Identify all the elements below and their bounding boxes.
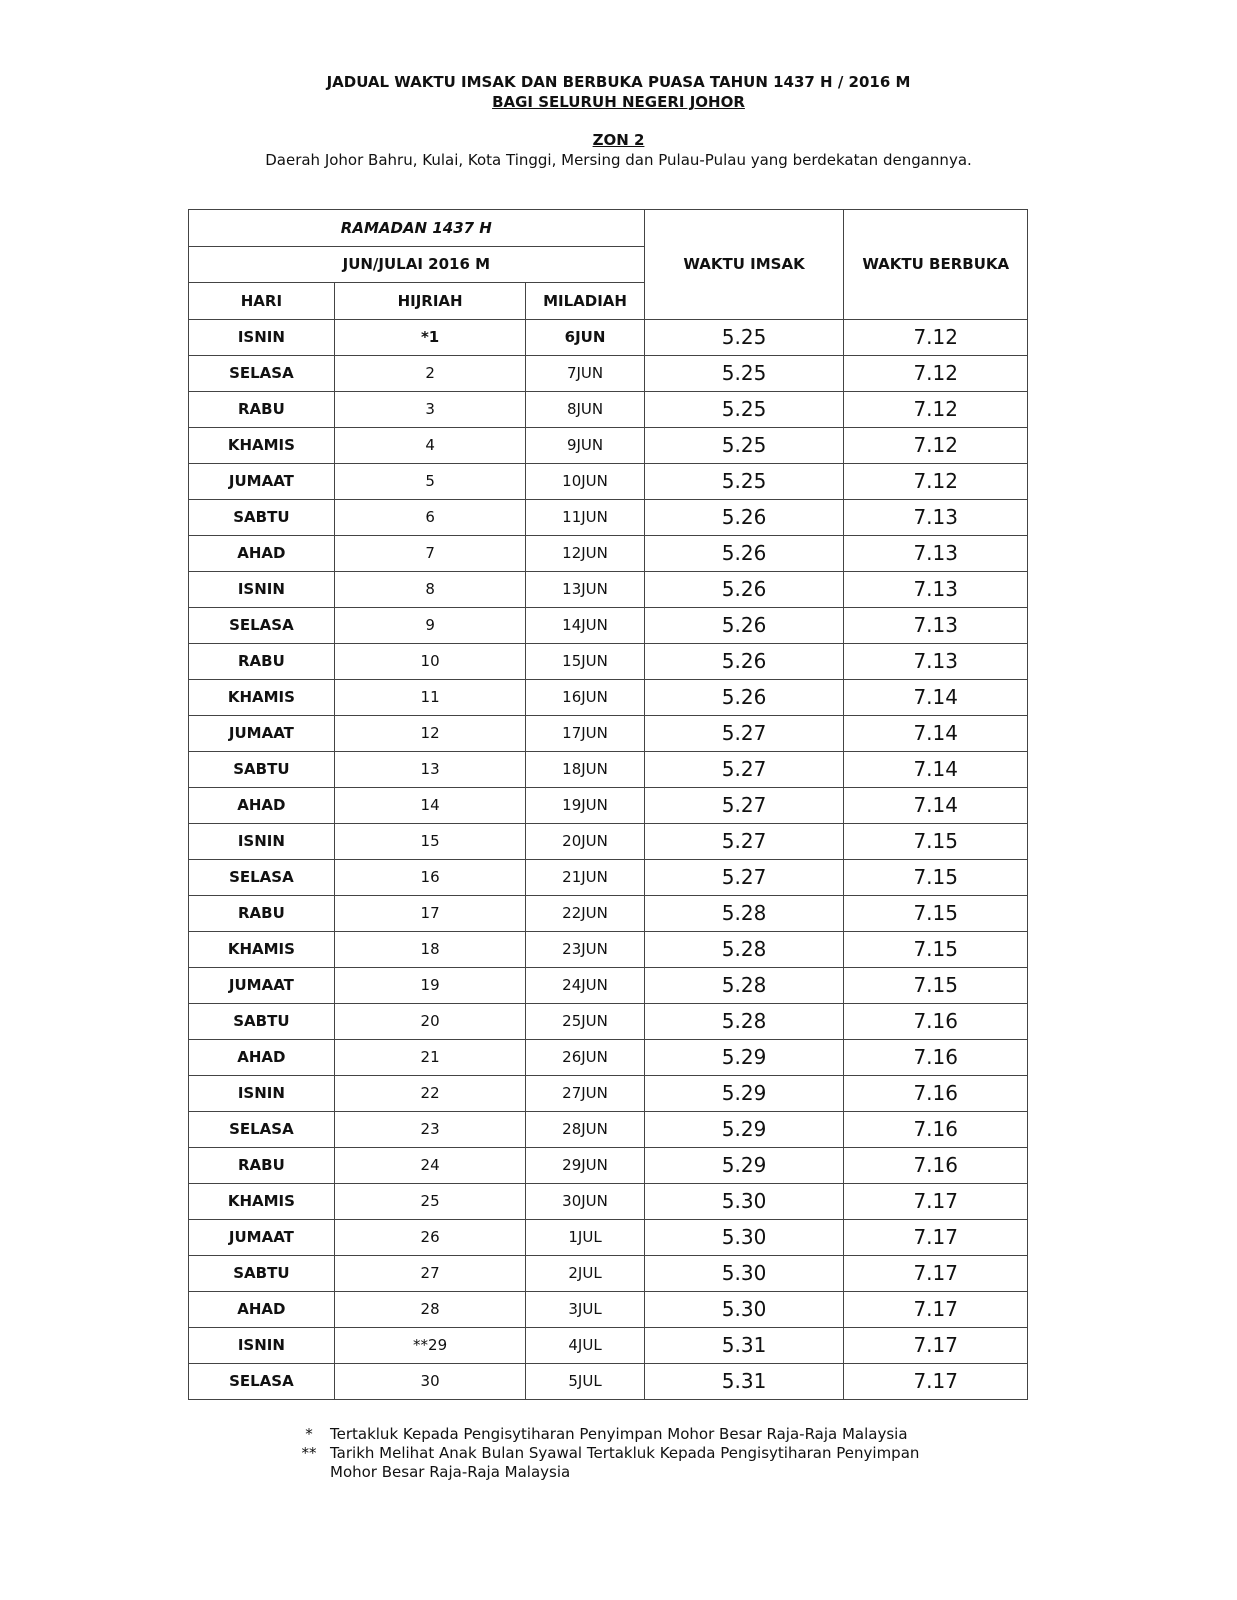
table-row (189, 535, 1028, 571)
day-cell: RABU (189, 391, 335, 427)
miladiah-cell: 19JUN (526, 787, 644, 823)
miladiah-cell: 11JUN (526, 499, 644, 535)
imsak-time-cell: 5.30 (644, 1219, 844, 1255)
day-cell: SELASA (189, 1111, 335, 1147)
hijriah-cell: 21 (334, 1039, 526, 1075)
table-row (189, 571, 1028, 607)
zone-label: ZON 2 (592, 131, 645, 149)
table-row (189, 1327, 1028, 1363)
table-row (189, 1183, 1028, 1219)
hijriah-cell: 26 (334, 1219, 526, 1255)
miladiah-cell: 3JUL (526, 1291, 644, 1327)
header-ramadan: RAMADAN 1437 H (189, 210, 645, 247)
hijriah-cell: 3 (334, 391, 526, 427)
miladiah-cell: 18JUN (526, 751, 644, 787)
berbuka-time-cell: 7.15 (844, 967, 1028, 1003)
imsak-time-cell: 5.25 (644, 463, 844, 499)
hijriah-cell: 7 (334, 535, 526, 571)
berbuka-time-cell: 7.16 (844, 1147, 1028, 1183)
hijriah-cell: **29 (334, 1327, 526, 1363)
day-cell: ISNIN (189, 823, 335, 859)
footnote-mark: ** (301, 1444, 317, 1462)
day-cell: JUMAAT (189, 1219, 335, 1255)
berbuka-time-cell: 7.16 (844, 1075, 1028, 1111)
imsak-time-cell: 5.30 (644, 1291, 844, 1327)
imsak-time-cell: 5.26 (644, 679, 844, 715)
day-cell: RABU (189, 1147, 335, 1183)
miladiah-cell: 7JUN (526, 355, 644, 391)
table-row (189, 499, 1028, 535)
hijriah-cell: 23 (334, 1111, 526, 1147)
imsak-time-cell: 5.25 (644, 427, 844, 463)
miladiah-cell: 15JUN (526, 643, 644, 679)
day-cell: SELASA (189, 859, 335, 895)
berbuka-time-cell: 7.16 (844, 1111, 1028, 1147)
imsak-time-cell: 5.27 (644, 715, 844, 751)
day-cell: ISNIN (189, 1327, 335, 1363)
table-row (189, 463, 1028, 499)
table-row (189, 643, 1028, 679)
day-cell: JUMAAT (189, 967, 335, 1003)
hijriah-cell: 28 (334, 1291, 526, 1327)
hijriah-cell: 9 (334, 607, 526, 643)
imsak-time-cell: 5.26 (644, 571, 844, 607)
hijriah-cell: *1 (334, 319, 526, 355)
header-hari: HARI (189, 283, 335, 320)
imsak-time-cell: 5.30 (644, 1255, 844, 1291)
day-cell: JUMAAT (189, 463, 335, 499)
hijriah-cell: 10 (334, 643, 526, 679)
imsak-time-cell: 5.29 (644, 1111, 844, 1147)
document-subtitle: BAGI SELURUH NEGERI JOHOR (492, 93, 745, 111)
footnote-text: Tertakluk Kepada Pengisytiharan Penyimpan Mohor Besar Raja-Raja Malaysia (330, 1425, 908, 1443)
berbuka-time-cell: 7.12 (844, 463, 1028, 499)
berbuka-time-cell: 7.16 (844, 1039, 1028, 1075)
header-hijriah: HIJRIAH (334, 283, 526, 320)
miladiah-cell: 28JUN (526, 1111, 644, 1147)
document-header (0, 72, 1237, 170)
day-cell: KHAMIS (189, 1183, 335, 1219)
table-row (189, 967, 1028, 1003)
hijriah-cell: 16 (334, 859, 526, 895)
berbuka-time-cell: 7.12 (844, 319, 1028, 355)
table-row (189, 1255, 1028, 1291)
miladiah-cell: 26JUN (526, 1039, 644, 1075)
miladiah-cell: 4JUL (526, 1327, 644, 1363)
day-cell: AHAD (189, 787, 335, 823)
imsak-time-cell: 5.30 (644, 1183, 844, 1219)
table-row (189, 427, 1028, 463)
hijriah-cell: 30 (334, 1363, 526, 1399)
table-row (189, 1291, 1028, 1327)
header-waktu-berbuka: WAKTU BERBUKA (844, 210, 1028, 320)
day-cell: RABU (189, 895, 335, 931)
berbuka-time-cell: 7.13 (844, 499, 1028, 535)
miladiah-cell: 25JUN (526, 1003, 644, 1039)
hijriah-cell: 25 (334, 1183, 526, 1219)
berbuka-time-cell: 7.13 (844, 571, 1028, 607)
hijriah-cell: 17 (334, 895, 526, 931)
imsak-time-cell: 5.29 (644, 1075, 844, 1111)
miladiah-cell: 21JUN (526, 859, 644, 895)
day-cell: KHAMIS (189, 931, 335, 967)
berbuka-time-cell: 7.17 (844, 1363, 1028, 1399)
imsak-time-cell: 5.26 (644, 643, 844, 679)
berbuka-time-cell: 7.12 (844, 391, 1028, 427)
table-row (189, 607, 1028, 643)
day-cell: SELASA (189, 607, 335, 643)
miladiah-cell: 29JUN (526, 1147, 644, 1183)
berbuka-time-cell: 7.14 (844, 751, 1028, 787)
header-month: JUN/JULAI 2016 M (189, 246, 645, 283)
table-row (189, 895, 1028, 931)
berbuka-time-cell: 7.14 (844, 787, 1028, 823)
berbuka-time-cell: 7.17 (844, 1183, 1028, 1219)
miladiah-cell: 12JUN (526, 535, 644, 571)
imsak-time-cell: 5.26 (644, 607, 844, 643)
berbuka-time-cell: 7.16 (844, 1003, 1028, 1039)
miladiah-cell: 23JUN (526, 931, 644, 967)
imsak-time-cell: 5.26 (644, 499, 844, 535)
hijriah-cell: 19 (334, 967, 526, 1003)
hijriah-cell: 5 (334, 463, 526, 499)
table-row (189, 1039, 1028, 1075)
berbuka-time-cell: 7.17 (844, 1327, 1028, 1363)
day-cell: AHAD (189, 535, 335, 571)
day-cell: ISNIN (189, 1075, 335, 1111)
imsak-time-cell: 5.25 (644, 355, 844, 391)
table-row (189, 391, 1028, 427)
table-row (189, 1363, 1028, 1399)
miladiah-cell: 17JUN (526, 715, 644, 751)
berbuka-time-cell: 7.13 (844, 535, 1028, 571)
miladiah-cell: 30JUN (526, 1183, 644, 1219)
hijriah-cell: 15 (334, 823, 526, 859)
miladiah-cell: 14JUN (526, 607, 644, 643)
berbuka-time-cell: 7.15 (844, 895, 1028, 931)
day-cell: KHAMIS (189, 427, 335, 463)
miladiah-cell: 27JUN (526, 1075, 644, 1111)
table-row (189, 715, 1028, 751)
table-row (189, 823, 1028, 859)
header-miladiah: MILADIAH (526, 283, 644, 320)
table-row (189, 1003, 1028, 1039)
districts-text: Daerah Johor Bahru, Kulai, Kota Tinggi, Mersing dan Pulau-Pulau yang berdekatan dengannya. (265, 151, 972, 169)
day-cell: SABTU (189, 751, 335, 787)
schedule-body (189, 319, 1028, 1399)
miladiah-cell: 2JUL (526, 1255, 644, 1291)
berbuka-time-cell: 7.15 (844, 931, 1028, 967)
document-title: JADUAL WAKTU IMSAK DAN BERBUKA PUASA TAHUN 1437 H / 2016 M (326, 73, 911, 91)
berbuka-time-cell: 7.12 (844, 355, 1028, 391)
hijriah-cell: 24 (334, 1147, 526, 1183)
table-row (189, 319, 1028, 355)
day-cell: JUMAAT (189, 715, 335, 751)
miladiah-cell: 1JUL (526, 1219, 644, 1255)
table-row (189, 787, 1028, 823)
table-row (189, 679, 1028, 715)
berbuka-time-cell: 7.14 (844, 679, 1028, 715)
miladiah-cell: 22JUN (526, 895, 644, 931)
day-cell: SABTU (189, 1003, 335, 1039)
table-row (189, 355, 1028, 391)
imsak-time-cell: 5.27 (644, 787, 844, 823)
day-cell: SABTU (189, 1255, 335, 1291)
schedule-table (188, 209, 1028, 1400)
miladiah-cell: 5JUL (526, 1363, 644, 1399)
miladiah-cell: 10JUN (526, 463, 644, 499)
miladiah-cell: 8JUN (526, 391, 644, 427)
imsak-time-cell: 5.29 (644, 1039, 844, 1075)
hijriah-cell: 13 (334, 751, 526, 787)
hijriah-cell: 4 (334, 427, 526, 463)
berbuka-time-cell: 7.13 (844, 607, 1028, 643)
miladiah-cell: 6JUN (526, 319, 644, 355)
hijriah-cell: 27 (334, 1255, 526, 1291)
imsak-time-cell: 5.25 (644, 319, 844, 355)
hijriah-cell: 22 (334, 1075, 526, 1111)
miladiah-cell: 9JUN (526, 427, 644, 463)
day-cell: SELASA (189, 355, 335, 391)
hijriah-cell: 8 (334, 571, 526, 607)
table-row (189, 1075, 1028, 1111)
hijriah-cell: 20 (334, 1003, 526, 1039)
hijriah-cell: 14 (334, 787, 526, 823)
berbuka-time-cell: 7.12 (844, 427, 1028, 463)
miladiah-cell: 16JUN (526, 679, 644, 715)
imsak-time-cell: 5.27 (644, 859, 844, 895)
day-cell: RABU (189, 643, 335, 679)
hijriah-cell: 2 (334, 355, 526, 391)
day-cell: AHAD (189, 1291, 335, 1327)
imsak-time-cell: 5.31 (644, 1327, 844, 1363)
imsak-time-cell: 5.28 (644, 931, 844, 967)
footnote (288, 1444, 970, 1482)
header-waktu-imsak: WAKTU IMSAK (644, 210, 844, 320)
footnotes (288, 1425, 970, 1482)
table-row (189, 931, 1028, 967)
berbuka-time-cell: 7.14 (844, 715, 1028, 751)
table-row (189, 1219, 1028, 1255)
table-row (189, 859, 1028, 895)
miladiah-cell: 20JUN (526, 823, 644, 859)
table-row (189, 751, 1028, 787)
imsak-time-cell: 5.28 (644, 1003, 844, 1039)
day-cell: SELASA (189, 1363, 335, 1399)
berbuka-time-cell: 7.13 (844, 643, 1028, 679)
miladiah-cell: 13JUN (526, 571, 644, 607)
imsak-time-cell: 5.27 (644, 823, 844, 859)
miladiah-cell: 24JUN (526, 967, 644, 1003)
hijriah-cell: 18 (334, 931, 526, 967)
hijriah-cell: 12 (334, 715, 526, 751)
day-cell: ISNIN (189, 571, 335, 607)
footnote-text: Tarikh Melihat Anak Bulan Syawal Tertakluk Kepada Pengisytiharan Penyimpan Mohor Besar Raja-Raja Malaysia (330, 1444, 920, 1481)
table-row (189, 1111, 1028, 1147)
footnote-mark: * (305, 1425, 313, 1443)
berbuka-time-cell: 7.15 (844, 823, 1028, 859)
day-cell: SABTU (189, 499, 335, 535)
berbuka-time-cell: 7.17 (844, 1219, 1028, 1255)
imsak-time-cell: 5.27 (644, 751, 844, 787)
imsak-time-cell: 5.25 (644, 391, 844, 427)
day-cell: AHAD (189, 1039, 335, 1075)
imsak-time-cell: 5.28 (644, 895, 844, 931)
hijriah-cell: 6 (334, 499, 526, 535)
imsak-time-cell: 5.28 (644, 967, 844, 1003)
hijriah-cell: 11 (334, 679, 526, 715)
imsak-time-cell: 5.26 (644, 535, 844, 571)
footnote (288, 1425, 970, 1444)
day-cell: KHAMIS (189, 679, 335, 715)
berbuka-time-cell: 7.17 (844, 1255, 1028, 1291)
berbuka-time-cell: 7.15 (844, 859, 1028, 895)
day-cell: ISNIN (189, 319, 335, 355)
berbuka-time-cell: 7.17 (844, 1291, 1028, 1327)
table-row (189, 1147, 1028, 1183)
imsak-time-cell: 5.29 (644, 1147, 844, 1183)
imsak-time-cell: 5.31 (644, 1363, 844, 1399)
